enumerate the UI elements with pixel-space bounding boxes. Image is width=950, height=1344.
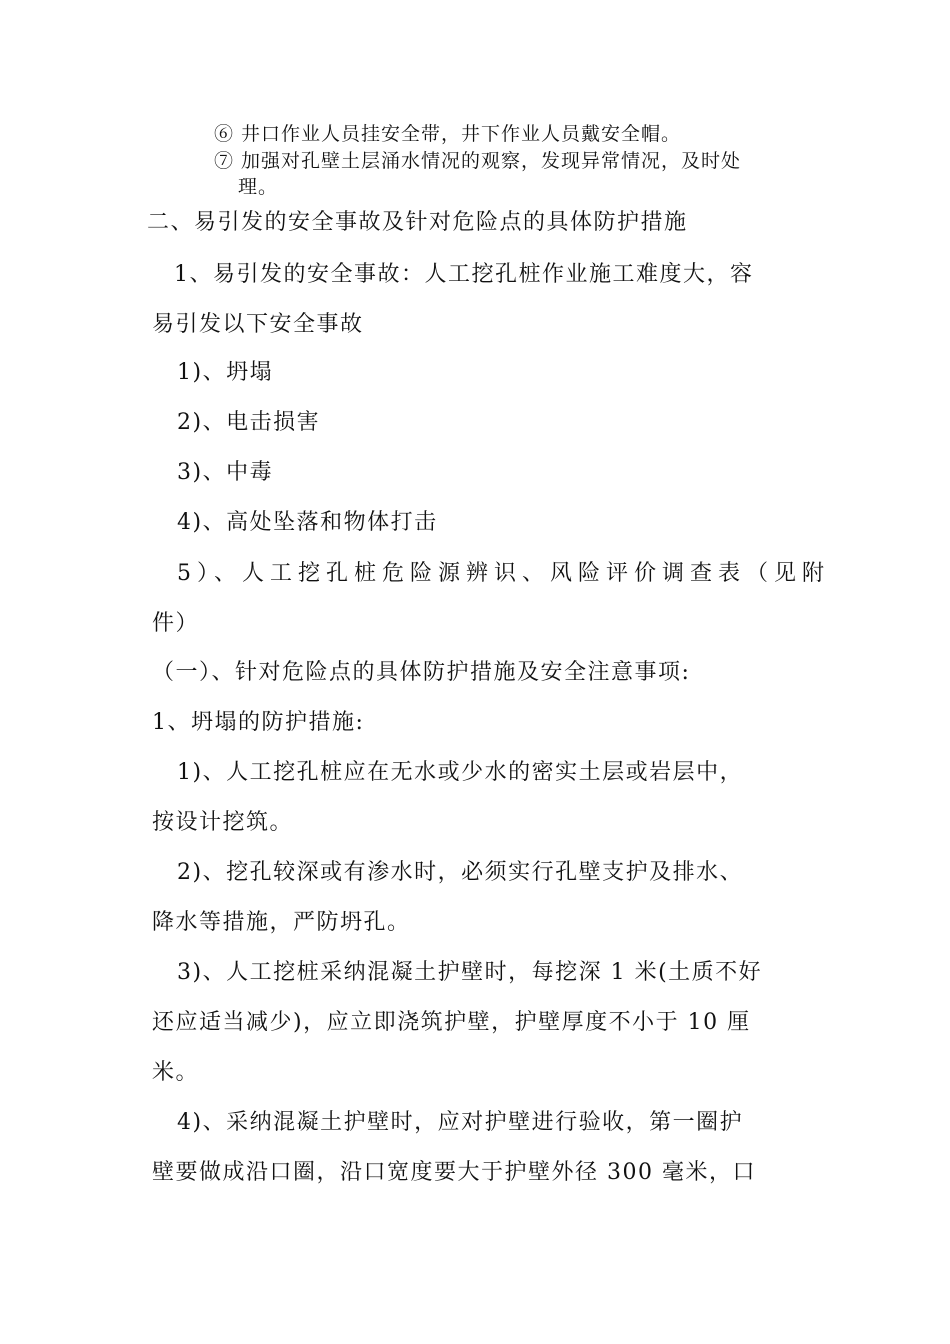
- subsection-heading: 1、坍塌的防护措施:: [152, 710, 365, 735]
- list-item: 4)、高处坠落和物体打击: [177, 510, 438, 535]
- text-line: 3)、人工挖桩采纳混凝土护壁时，每挖深 1 米(土质不好: [177, 960, 763, 985]
- list-item: 3)、中毒: [177, 460, 274, 485]
- text-line: 米。: [152, 1060, 200, 1085]
- text-line: 4)、采纳混凝土护壁时，应对护壁进行验收，第一圈护: [177, 1110, 744, 1135]
- text-line: 易引发以下安全事故: [152, 312, 364, 337]
- list-item: 5）、人工挖孔桩危险源辨识、风险评价调查表（见附: [177, 561, 830, 586]
- text-line: ⑦ 加强对孔壁土层涌水情况的观察，发现异常情况，及时处: [214, 150, 742, 172]
- text-line: 理。: [238, 176, 279, 198]
- list-item: 2)、电击损害: [177, 410, 321, 435]
- text-line: 壁要做成沿口圈，沿口宽度要大于护壁外径 300 毫米，口: [152, 1160, 756, 1185]
- list-item: 1)、坍塌: [177, 360, 274, 385]
- text-line: 按设计挖筑。: [152, 810, 294, 835]
- text-line: 1)、人工挖孔桩应在无水或少水的密实土层或岩层中，: [177, 760, 744, 785]
- subsection-heading: （一）、针对危险点的具体防护措施及安全注意事项:: [152, 660, 691, 685]
- text-line: 件）: [152, 611, 200, 636]
- section-heading: 二、易引发的安全事故及针对危险点的具体防护措施: [147, 210, 688, 235]
- text-line: ⑥ 井口作业人员挂安全带，井下作业人员戴安全帽。: [214, 123, 682, 145]
- text-line: 2)、挖孔较深或有渗水时，必须实行孔壁支护及排水、: [177, 860, 744, 885]
- text-line: 1、易引发的安全事故：人工挖孔桩作业施工难度大，容: [174, 262, 754, 287]
- text-line: 降水等措施，严防坍孔。: [152, 910, 411, 935]
- text-line: 还应适当减少)，应立即浇筑护壁，护壁厚度不小于 10 厘: [152, 1010, 751, 1035]
